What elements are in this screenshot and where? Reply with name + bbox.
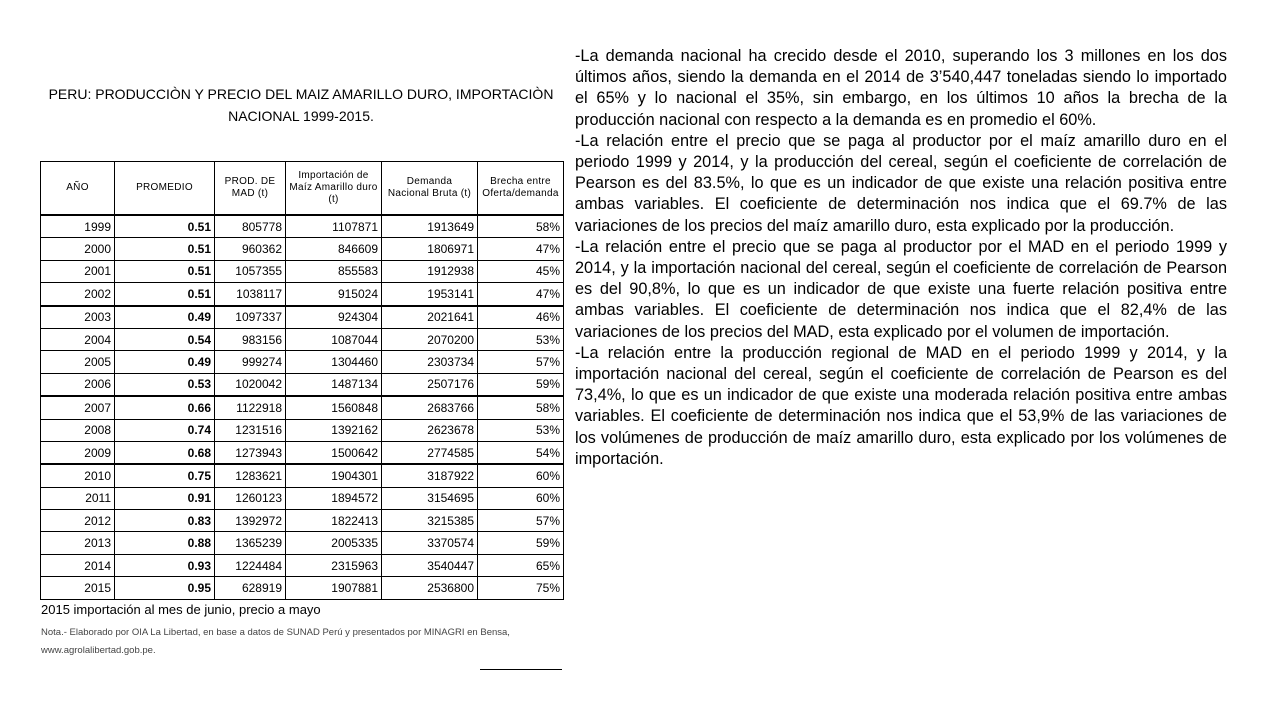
table-cell: 46% — [478, 306, 564, 329]
table-cell: 2683766 — [382, 396, 478, 419]
table-cell: 0.66 — [115, 396, 215, 419]
table-row — [41, 238, 564, 260]
table-row — [41, 419, 564, 441]
table-cell: 53% — [478, 328, 564, 350]
table-cell: 1907881 — [286, 577, 382, 599]
paragraph: -La relación entre la producción regional de MAD en el periodo 1999 y 2014, y la importación nacional del cereal, según el coeficiente de correlación de Pearson es del 73,4%, lo que es un indicador de que existe una moderada relación positiva entre ambas variables. El coeficiente de determinación nos indica que el 53,9% de las variaciones de los volúmenes de producción de maíz amarillo duro, esta explicado por los volúmenes de importación. — [575, 343, 1227, 468]
table-row — [41, 396, 564, 419]
table-cell: 45% — [478, 260, 564, 282]
production-table — [40, 161, 564, 600]
table-cell: 1097337 — [215, 306, 286, 329]
table-cell: 0.74 — [115, 419, 215, 441]
table-cell: 1953141 — [382, 283, 478, 306]
table-row — [41, 351, 564, 373]
table-title — [40, 83, 562, 127]
table-cell: 1107871 — [286, 215, 382, 238]
table-cell: 846609 — [286, 238, 382, 260]
table-cell: 1894572 — [286, 487, 382, 509]
table-cell: 65% — [478, 554, 564, 576]
table-cell: 1904301 — [286, 464, 382, 487]
table-cell: 2001 — [41, 260, 115, 282]
table-cell: 924304 — [286, 306, 382, 329]
table-cell: 1365239 — [215, 532, 286, 554]
table-cell: 0.49 — [115, 351, 215, 373]
table-row — [41, 306, 564, 329]
table-row — [41, 328, 564, 350]
table-row — [41, 577, 564, 599]
table-cell: 1087044 — [286, 328, 382, 350]
table-cell: 2536800 — [382, 577, 478, 599]
table-cell: 2507176 — [382, 373, 478, 396]
col-header-average: PROMEDIO — [115, 162, 215, 216]
table-cell: 0.83 — [115, 510, 215, 532]
table-cell: 1913649 — [382, 215, 478, 238]
table-cell: 3540447 — [382, 554, 478, 576]
table-cell: 2005335 — [286, 532, 382, 554]
table-cell: 2070200 — [382, 328, 478, 350]
table-cell: 1392972 — [215, 510, 286, 532]
table-cell: 1231516 — [215, 419, 286, 441]
source-note — [41, 624, 571, 660]
table-cell: 1224484 — [215, 554, 286, 576]
paragraph: -La relación entre el precio que se paga al productor por el MAD en el periodo 1999 y 2014, y la importación nacional del cereal, según el coeficiente de correlación de Pearson es del 90,8%, lo que es un indicador de que existe una fuerte relación positiva entre ambas variables. El coeficiente de determinación nos indica que el 82,4% de las variaciones de los precios del MAD, esta explicado por el volumen de importación. — [575, 237, 1227, 341]
table-cell: 1500642 — [286, 441, 382, 464]
table-cell: 2315963 — [286, 554, 382, 576]
source-note-text: Nota.- Elaborado por OIA La Libertad, en base a datos de SUNAD Perú y presentados por MINAGRI en Bensa, — [41, 627, 510, 638]
table-cell: 59% — [478, 373, 564, 396]
paragraph: -La demanda nacional ha crecido desde el 2010, superando los 3 millones en los dos últimos años, siendo la demanda en el 2014 de 3’540,447 toneladas siendo lo importado el 65% y lo nacional el 35%, sin embargo, en los últimos 10 años la brecha de la producción nacional con respecto a la demanda es en promedio el 60%. — [575, 47, 1227, 129]
table-title-line2: NACIONAL 1999-2015. — [228, 108, 374, 124]
table-cell: 1304460 — [286, 351, 382, 373]
analysis-text — [575, 46, 1227, 470]
table-cell: 3370574 — [382, 532, 478, 554]
table-cell: 628919 — [215, 577, 286, 599]
table-cell: 57% — [478, 351, 564, 373]
table-cell: 3187922 — [382, 464, 478, 487]
table-cell: 2002 — [41, 283, 115, 306]
table-cell: 0.53 — [115, 373, 215, 396]
table-cell: 0.95 — [115, 577, 215, 599]
table-cell: 0.88 — [115, 532, 215, 554]
table-body — [41, 215, 564, 599]
table-cell: 54% — [478, 441, 564, 464]
table-row — [41, 260, 564, 282]
table-cell: 2007 — [41, 396, 115, 419]
table-cell: 0.51 — [115, 260, 215, 282]
col-header-year: AÑO — [41, 162, 115, 216]
table-cell: 1283621 — [215, 464, 286, 487]
col-header-production: PROD. DE MAD (t) — [215, 162, 286, 216]
table-cell: 3215385 — [382, 510, 478, 532]
table-cell: 1487134 — [286, 373, 382, 396]
table-cell: 915024 — [286, 283, 382, 306]
table-cell: 1560848 — [286, 396, 382, 419]
table-cell: 0.75 — [115, 464, 215, 487]
table-cell: 983156 — [215, 328, 286, 350]
table-cell: 1260123 — [215, 487, 286, 509]
table-cell: 0.51 — [115, 215, 215, 238]
table-cell: 2013 — [41, 532, 115, 554]
table-row — [41, 487, 564, 509]
table-cell: 0.93 — [115, 554, 215, 576]
table-note: 2015 importación al mes de junio, precio a mayo — [41, 602, 321, 617]
table-cell: 2004 — [41, 328, 115, 350]
table-cell: 0.54 — [115, 328, 215, 350]
table-cell: 60% — [478, 464, 564, 487]
table-cell: 59% — [478, 532, 564, 554]
table-row — [41, 532, 564, 554]
table-row — [41, 510, 564, 532]
table-cell: 47% — [478, 283, 564, 306]
table-cell: 999274 — [215, 351, 286, 373]
table-cell: 0.68 — [115, 441, 215, 464]
table-cell: 1822413 — [286, 510, 382, 532]
table-cell: 0.49 — [115, 306, 215, 329]
table-cell: 2015 — [41, 577, 115, 599]
source-url: www.agrolalibertad.gob.pe. — [41, 645, 156, 656]
table-cell: 2021641 — [382, 306, 478, 329]
table-cell: 57% — [478, 510, 564, 532]
table-cell: 960362 — [215, 238, 286, 260]
table-row — [41, 283, 564, 306]
table-cell: 805778 — [215, 215, 286, 238]
table-cell: 2009 — [41, 441, 115, 464]
table-cell: 58% — [478, 396, 564, 419]
table-cell: 2012 — [41, 510, 115, 532]
table-cell: 2003 — [41, 306, 115, 329]
table-cell: 0.91 — [115, 487, 215, 509]
table-cell: 2008 — [41, 419, 115, 441]
table-cell: 855583 — [286, 260, 382, 282]
col-header-gap: Brecha entre Oferta/demanda — [478, 162, 564, 216]
table-cell: 1392162 — [286, 419, 382, 441]
table-cell: 2005 — [41, 351, 115, 373]
table-cell: 58% — [478, 215, 564, 238]
table-cell: 0.51 — [115, 283, 215, 306]
table-cell: 2623678 — [382, 419, 478, 441]
table-cell: 2000 — [41, 238, 115, 260]
table-cell: 2011 — [41, 487, 115, 509]
table-cell: 47% — [478, 238, 564, 260]
table-cell: 1057355 — [215, 260, 286, 282]
table-cell: 75% — [478, 577, 564, 599]
table-title-line1: PERU: PRODUCCIÒN Y PRECIO DEL MAIZ AMARILLO DURO, IMPORTACIÒN — [48, 86, 554, 102]
table-header-row — [41, 162, 564, 216]
table-cell: 53% — [478, 419, 564, 441]
table-cell: 2006 — [41, 373, 115, 396]
col-header-import: Importación de Maíz Amarillo duro (t) — [286, 162, 382, 216]
table-cell: 1122918 — [215, 396, 286, 419]
table-cell: 1806971 — [382, 238, 478, 260]
table-row — [41, 441, 564, 464]
table-cell: 1912938 — [382, 260, 478, 282]
table-cell: 1273943 — [215, 441, 286, 464]
table-cell: 2303734 — [382, 351, 478, 373]
table-cell: 2774585 — [382, 441, 478, 464]
table-cell: 1999 — [41, 215, 115, 238]
table-cell: 0.51 — [115, 238, 215, 260]
table-row — [41, 373, 564, 396]
table-cell: 2010 — [41, 464, 115, 487]
table-cell: 3154695 — [382, 487, 478, 509]
col-header-demand: Demanda Nacional Bruta (t) — [382, 162, 478, 216]
table-cell: 1038117 — [215, 283, 286, 306]
table-row — [41, 215, 564, 238]
table-row — [41, 464, 564, 487]
table-cell: 1020042 — [215, 373, 286, 396]
table-cell: 2014 — [41, 554, 115, 576]
table-row — [41, 554, 564, 576]
table-cell: 60% — [478, 487, 564, 509]
paragraph: -La relación entre el precio que se paga al productor por el maíz amarillo duro en el periodo 1999 y 2014, y la producción del cereal, según el coeficiente de correlación de Pearson es del 83.5%, lo que es un indicador de que existe una relación positiva entre ambas variables. El coeficiente de determinación nos indica que el 69.7% de las variaciones de los precios del maíz amarillo duro, esta explicado por la producción. — [575, 131, 1227, 235]
divider-line — [480, 669, 562, 670]
